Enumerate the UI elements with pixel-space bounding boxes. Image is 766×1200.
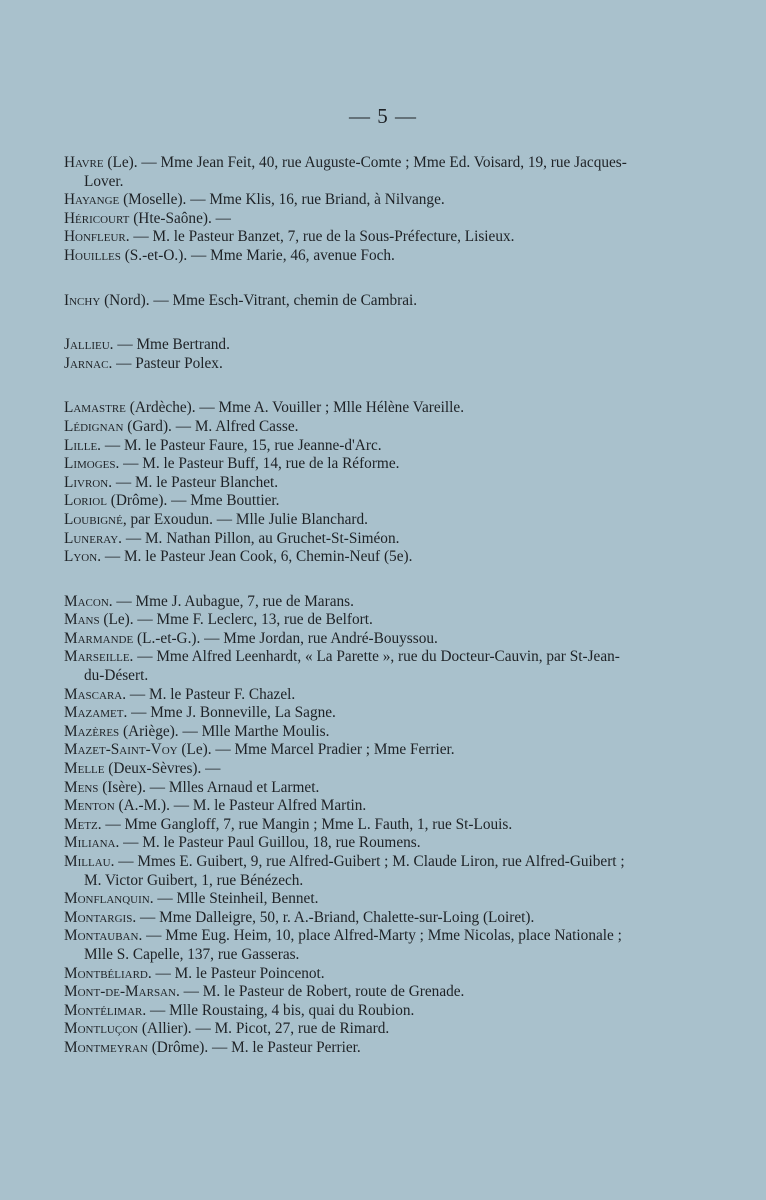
place-name: Limoges — [64, 455, 116, 473]
list-item — [64, 474, 638, 493]
place-name: Marseille — [64, 648, 130, 666]
place-name: Lyon — [64, 548, 98, 566]
entry-text: . — Mmes E. Guibert, 9, rue Alfred-Guibert ; M. Claude Liron, rue Alfred-Guibert ; M. Victor Guibert, 1, rue Bénézech. — [84, 853, 625, 889]
entry-text: (Le). — Mme Marcel Pradier ; Mme Ferrier. — [177, 741, 455, 759]
list-item — [64, 611, 638, 630]
entry-text: . — Mme Bertrand. — [109, 336, 230, 354]
list-item — [64, 779, 638, 798]
entry-text: . — M. le Pasteur Jean Cook, 6, Chemin-Neuf (5e). — [97, 548, 413, 566]
place-name: Mazet-Saint-Voy — [64, 741, 178, 759]
list-item — [64, 530, 638, 549]
place-name: Miliana — [64, 834, 116, 852]
list-item — [64, 890, 638, 909]
place-name: Montélimar — [64, 1001, 143, 1019]
list-item — [64, 210, 638, 229]
entry-text: (Drôme). — M. le Pasteur Perrier. — [147, 1038, 361, 1056]
list-item — [64, 399, 638, 418]
place-name: Monflanquin — [64, 890, 150, 908]
place-name: Mont-de-Marsan — [64, 983, 176, 1001]
entry-text: (Le). — Mme Jean Feit, 40, rue Auguste-Comte ; Mme Ed. Voisard, 19, rue Jacques-Lover. — [84, 154, 627, 190]
directory-list — [64, 154, 638, 1058]
place-name: Loubigné — [64, 510, 123, 528]
list-item — [64, 834, 638, 853]
list-item — [64, 648, 638, 685]
place-name: Montargis — [64, 908, 133, 926]
place-name: Inchy — [64, 291, 101, 309]
place-name: Montbéliard — [64, 964, 148, 982]
place-name: Havre — [64, 154, 104, 171]
list-item — [64, 1039, 638, 1058]
place-name: Marmande — [64, 629, 134, 647]
section-i — [64, 292, 638, 311]
place-name: Loriol — [64, 492, 107, 510]
list-item — [64, 704, 638, 723]
place-name: Héricourt — [64, 209, 130, 227]
place-name: Montauban — [64, 927, 139, 945]
entry-text: (Le). — Mme F. Leclerc, 13, rue de Belfort. — [99, 611, 373, 629]
entry-text: . — M. le Pasteur Banzet, 7, rue de la Sous-Préfecture, Lisieux. — [125, 228, 515, 246]
section-m — [64, 593, 638, 1058]
list-item — [64, 228, 638, 247]
entry-text: (Drôme). — Mme Bouttier. — [106, 492, 280, 510]
entry-text: . — Mme Eug. Heim, 10, place Alfred-Marty ; Mme Nicolas, place Nationale ; Mlle S. Capelle, 137, rue Gasseras. — [84, 927, 622, 963]
place-name: Lédignan — [64, 417, 124, 435]
list-item — [64, 760, 638, 779]
entry-text: (S.-et-O.). — Mme Marie, 46, avenue Foch. — [120, 246, 395, 264]
list-item — [64, 927, 638, 964]
list-item — [64, 1020, 638, 1039]
list-item — [64, 455, 638, 474]
section-spacer — [64, 266, 638, 292]
place-name: Millau — [64, 853, 111, 870]
entry-text: . — M. le Pasteur F. Chazel. — [122, 685, 296, 703]
place-name: Lamastre — [64, 399, 126, 417]
entry-text: . — M. le Pasteur Faure, 15, rue Jeanne-d'Arc. — [97, 436, 382, 454]
entry-text: , par Exoudun. — Mlle Julie Blanchard. — [122, 510, 368, 528]
entry-text: (Deux-Sèvres). — — [104, 760, 221, 778]
entry-text: . — M. le Pasteur Blanchet. — [108, 473, 279, 491]
list-item — [64, 154, 638, 191]
list-item — [64, 853, 638, 890]
entry-text: . — Mme J. Aubague, 7, rue de Marans. — [108, 592, 354, 610]
place-name: Menton — [64, 797, 115, 815]
entry-text: (L.-et-G.). — Mme Jordan, rue André-Bouyssou. — [133, 629, 438, 647]
list-item — [64, 418, 638, 437]
place-name: Mazamet — [64, 704, 124, 722]
entry-text: (Allier). — M. Picot, 27, rue de Rimard. — [138, 1020, 390, 1038]
page-number: — 5 — — [349, 104, 417, 128]
list-item — [64, 292, 638, 311]
list-item — [64, 247, 638, 266]
entry-text: . — Mme J. Bonneville, La Sagne. — [123, 704, 336, 722]
place-name: Jallieu — [64, 336, 110, 354]
list-item — [64, 355, 638, 374]
entry-text: . — Mme Alfred Leenhardt, « La Parette », rue du Docteur-Cauvin, par St-Jean-du-Désert. — [84, 648, 620, 685]
list-item — [64, 492, 638, 511]
place-name: Mens — [64, 778, 99, 796]
list-item — [64, 336, 638, 355]
entry-text: . — Mme Gangloff, 7, rue Mangin ; Mme L. Fauth, 1, rue St-Louis. — [97, 815, 513, 833]
list-item — [64, 548, 638, 567]
list-item — [64, 511, 638, 530]
entry-text: . — M. le Pasteur Buff, 14, rue de la Réforme. — [115, 455, 400, 473]
entry-text: . — Mme Dalleigre, 50, r. A.-Briand, Chalette-sur-Loing (Loiret). — [132, 908, 535, 926]
place-name: Mans — [64, 611, 100, 629]
list-item — [64, 723, 638, 742]
entry-text: . — M. le Pasteur Paul Guillou, 18, rue Roumens. — [115, 834, 421, 852]
entry-text: (Moselle). — Mme Klis, 16, rue Briand, à Nilvange. — [119, 191, 445, 209]
entry-text: . — Mlle Steinheil, Bennet. — [149, 890, 319, 908]
list-item — [64, 191, 638, 210]
entry-text: (Nord). — Mme Esch-Vitrant, chemin de Cambrai. — [100, 291, 418, 309]
entry-text: . — M. le Pasteur de Robert, route de Grenade. — [175, 983, 465, 1001]
entry-text: (A.-M.). — M. le Pasteur Alfred Martin. — [114, 797, 367, 815]
place-name: Lille — [64, 436, 98, 454]
list-item — [64, 797, 638, 816]
list-item — [64, 909, 638, 928]
list-item — [64, 965, 638, 984]
entry-text: (Isère). — Mlles Arnaud et Larmet. — [98, 778, 320, 796]
section-h — [64, 154, 638, 266]
place-name: Montluçon — [64, 1020, 139, 1038]
entry-text: (Gard). — M. Alfred Casse. — [123, 417, 299, 435]
place-name: Mazères — [64, 722, 120, 740]
list-item — [64, 1002, 638, 1021]
entry-text: (Ariège). — Mlle Marthe Moulis. — [119, 722, 330, 740]
list-item — [64, 816, 638, 835]
place-name: Jarnac — [64, 354, 109, 372]
place-name: Macon — [64, 592, 109, 610]
section-spacer — [64, 567, 638, 593]
place-name: Hayange — [64, 191, 120, 209]
place-name: Montmeyran — [64, 1038, 148, 1056]
section-spacer — [64, 310, 638, 336]
list-item — [64, 630, 638, 649]
section-l — [64, 399, 638, 566]
place-name: Metz — [64, 815, 98, 833]
entry-text: (Hte-Saône). — — [129, 209, 231, 227]
entry-text: . — Pasteur Polex. — [108, 354, 223, 372]
section-j — [64, 336, 638, 373]
place-name: Mascara — [64, 685, 123, 703]
place-name: Honfleur — [64, 228, 126, 246]
place-name: Houilles — [64, 246, 121, 264]
entry-text: . — M. Nathan Pillon, au Gruchet-St-Siméon. — [118, 529, 400, 547]
place-name: Luneray — [64, 529, 119, 547]
entry-text: . — M. le Pasteur Poincenot. — [147, 964, 325, 982]
entry-text: . — Mlle Roustaing, 4 bis, quai du Roubion. — [142, 1001, 415, 1019]
list-item — [64, 983, 638, 1002]
list-item — [64, 593, 638, 612]
list-item — [64, 437, 638, 456]
place-name: Melle — [64, 760, 105, 778]
list-item — [64, 741, 638, 760]
list-item — [64, 686, 638, 705]
section-spacer — [64, 373, 638, 399]
entry-text: (Ardèche). — Mme A. Vouiller ; Mlle Hélène Vareille. — [125, 399, 465, 417]
place-name: Livron — [64, 473, 109, 491]
